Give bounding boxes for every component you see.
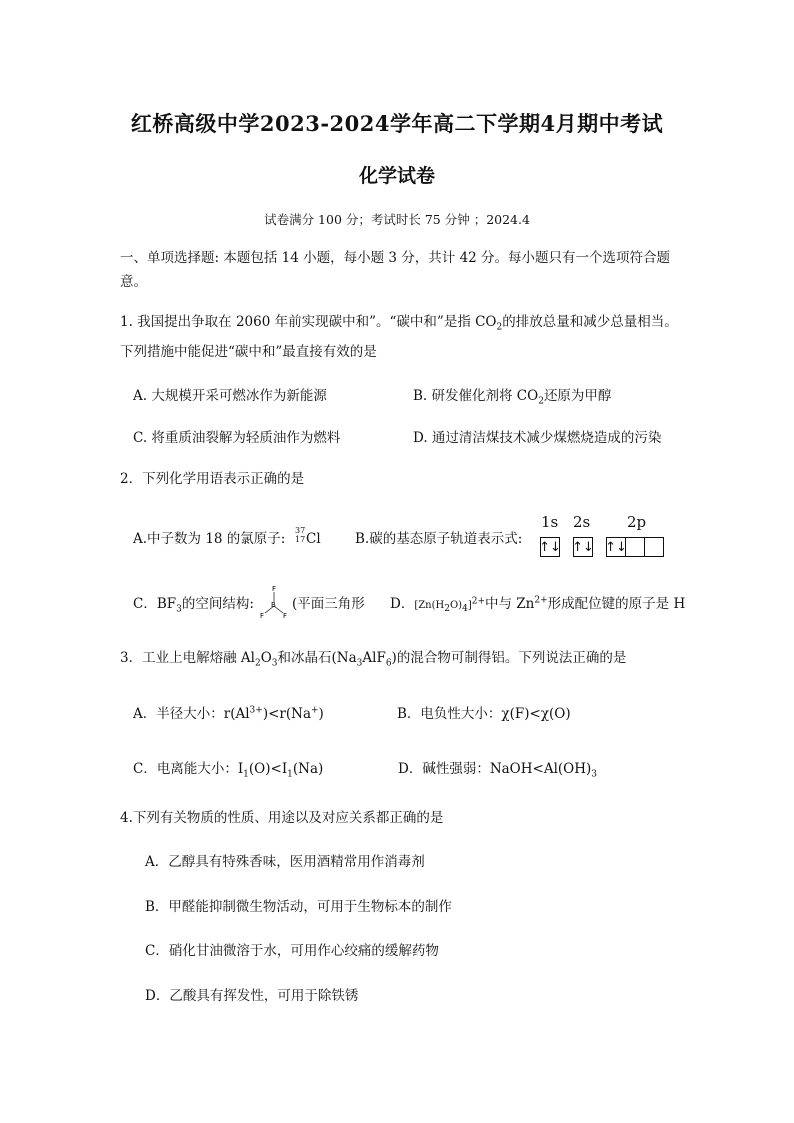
section-heading-line1: 一、单项选择题: 本题包括 14 小题，每小题 3 分，共计 42 分。每小题只有一个选项符合题 bbox=[120, 250, 671, 266]
q2-option-d: D．$[Zn(H_2O)_4]^{2+}$中与 $Zn^{2+}$形成配位键的原子是 H bbox=[390, 595, 686, 614]
orbital-arrow-1s: ↑↓ bbox=[540, 537, 560, 557]
q1-stem-line1: 1. 我国提出争取在 2060 年前实现碳中和”。“碳中和”是指 $CO_2$的排放总量和减少总量相当。 bbox=[120, 314, 678, 333]
bf3-f-left: F bbox=[260, 612, 265, 620]
q3-stem: 3．工业上电解熔融 $Al_2O_3$和冰晶石$(Na_3AlF_6)$的混合物可制得铝。下列说法正确的是 bbox=[120, 650, 627, 669]
orbital-box-1s bbox=[540, 537, 560, 557]
q1-stem-line2: 下列措施中能促进“碳中和”最直接有效的是 bbox=[120, 344, 377, 360]
orbital-label-2s: 2s bbox=[573, 513, 591, 531]
orbital-box-2s bbox=[573, 537, 593, 557]
bf3-f-top: F bbox=[272, 585, 277, 593]
orbital-empty-2p-2 bbox=[644, 537, 664, 557]
q2-option-a: A.中子数为 18 的氯原子: bbox=[133, 531, 286, 547]
q1-option-a: A. 大规模开采可燃冰作为新能源 bbox=[133, 388, 327, 404]
orbital-label-1s: 1s bbox=[541, 513, 559, 531]
q2-isotope-notation: 37 17 bbox=[295, 526, 306, 544]
bf3-f-right: F bbox=[283, 612, 288, 620]
q2-option-b: B.碳的基态原子轨道表示式: bbox=[355, 531, 523, 547]
q4-stem: 4.下列有关物质的性质、用途以及对应关系都正确的是 bbox=[120, 810, 444, 826]
exam-title: 红桥高级中学2023-2024学年高二下学期4月期中考试 bbox=[130, 111, 664, 136]
orbital-empty-2p-1 bbox=[625, 537, 645, 557]
section-heading-line2: 意。 bbox=[120, 274, 147, 290]
q3-option-d: D．碱性强弱：$NaOH<Al(OH)_3$ bbox=[398, 761, 598, 780]
q1-option-d: D. 通过清洁煤技术减少煤燃烧造成的污染 bbox=[413, 430, 662, 446]
q4-option-a: A．乙醇具有特殊香味，医用酒精常用作消毒剂 bbox=[145, 854, 425, 870]
q3-option-b: B．电负性大小：χ(F)<χ(O) bbox=[397, 706, 571, 722]
exam-meta: 试卷满分 100 分；考试时长 75 分钟 ；2024.4 bbox=[264, 212, 530, 227]
bf3-structure-diagram bbox=[258, 584, 290, 620]
q2-option-c-shape: (平面三角形 bbox=[292, 596, 365, 612]
q2-stem: 2．下列化学用语表示正确的是 bbox=[120, 471, 305, 487]
orbital-arrow-2p: ↑↓ bbox=[606, 537, 626, 557]
q3-option-c: C．电离能大小：$I_1(O)<I_1(Na)$ bbox=[133, 761, 324, 780]
orbital-arrow-2s: ↑↓ bbox=[573, 537, 593, 557]
orbital-label-2p: 2p bbox=[627, 513, 647, 531]
q2-isotope-element: Cl bbox=[306, 531, 321, 547]
q2-option-c: C．$BF_3$的空间结构: bbox=[133, 596, 254, 615]
q1-option-b: B. 研发催化剂将 $CO_2$还原为甲醇 bbox=[413, 388, 612, 407]
orbital-box-2p bbox=[606, 537, 664, 557]
bf3-b: B bbox=[271, 601, 276, 609]
q4-option-d: D．乙酸具有挥发性，可用于除铁锈 bbox=[145, 988, 359, 1004]
q4-option-b: B．甲醛能抑制微生物活动，可用于生物标本的制作 bbox=[145, 899, 452, 915]
exam-subject: 化学试卷 bbox=[358, 165, 435, 187]
q1-option-c: C. 将重质油裂解为轻质油作为燃料 bbox=[133, 430, 341, 446]
q3-option-a: A．半径大小：$r(Al^{3+})<r(Na^+)$ bbox=[133, 705, 324, 722]
q4-option-c: C．硝化甘油微溶于水，可用作心绞痛的缓解药物 bbox=[145, 943, 439, 959]
